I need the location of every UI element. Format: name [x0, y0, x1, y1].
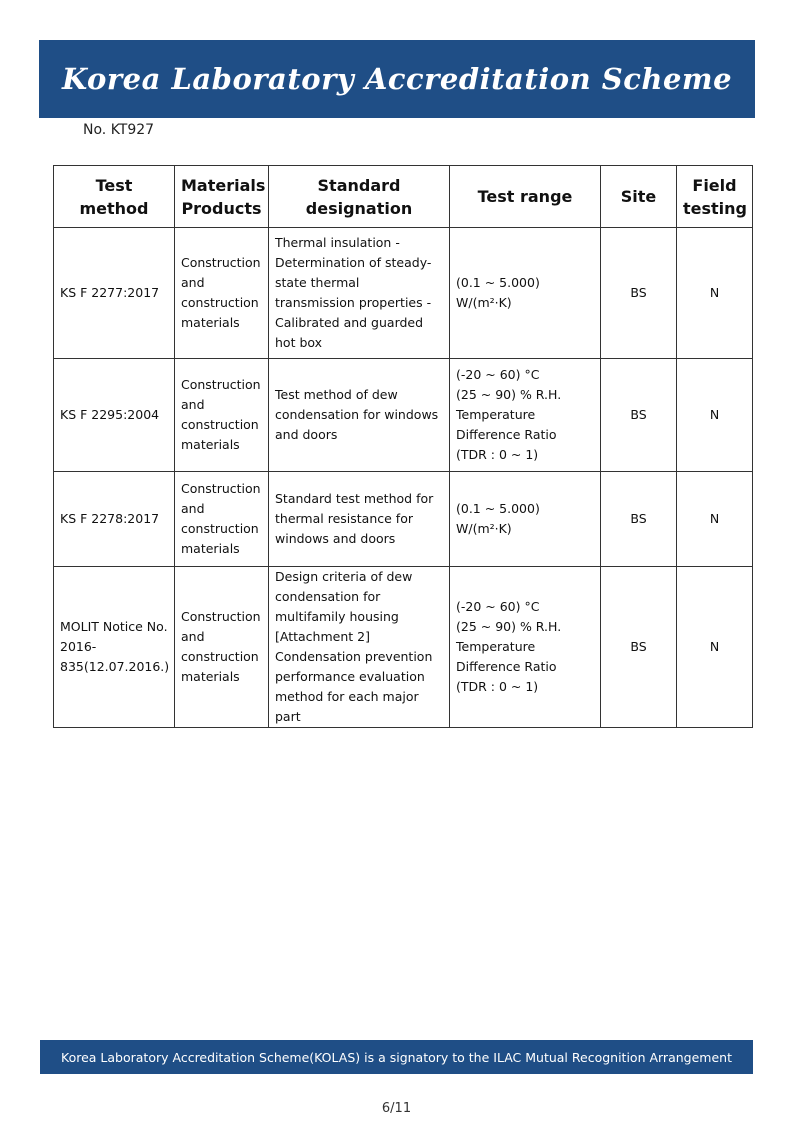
cell-method: KS F 2277:2017	[54, 228, 175, 359]
header-field-line2: testing	[683, 198, 747, 218]
range-line: (TDR : 0 ~ 1)	[456, 447, 539, 462]
footer-banner	[40, 1040, 753, 1074]
cell-range	[450, 567, 601, 728]
footer-text: Korea Laboratory Accreditation Scheme(KOLAS) is a signatory to the ILAC Mutual Recognition Arrangement	[61, 1049, 732, 1065]
header-field-line1: Field	[692, 175, 737, 195]
range-line: (0.1 ~ 5.000) W/(m²·K)	[456, 501, 540, 536]
cell-range	[450, 359, 601, 472]
cell-field: N	[677, 228, 753, 359]
header-field	[677, 166, 753, 228]
cell-site: BS	[601, 359, 677, 472]
cell-site: BS	[601, 228, 677, 359]
header-test-method: Test method	[54, 166, 175, 228]
range-line: Difference Ratio	[456, 659, 557, 674]
header-standard: Standard designation	[269, 166, 450, 228]
cell-field: N	[677, 472, 753, 567]
table-row	[54, 567, 753, 728]
cell-method: MOLIT Notice No. 2016-835(12.07.2016.)	[54, 567, 175, 728]
table-header-row	[54, 166, 753, 228]
range-line: (25 ~ 90) % R.H.	[456, 619, 562, 634]
cell-material: Construction and construction materials	[175, 228, 269, 359]
cell-site: BS	[601, 567, 677, 728]
header-title: Korea Laboratory Accreditation Scheme	[61, 62, 733, 96]
table-row	[54, 472, 753, 567]
header-materials	[175, 166, 269, 228]
document-number: No. KT927	[83, 122, 155, 138]
header-materials-line1: Materials	[181, 175, 266, 195]
cell-range	[450, 472, 601, 567]
cell-standard: Standard test method for thermal resistance for windows and doors	[269, 472, 450, 567]
range-line: Temperature	[456, 407, 536, 422]
range-line: (TDR : 0 ~ 1)	[456, 679, 539, 694]
header-range: Test range	[450, 166, 601, 228]
header-banner	[39, 40, 755, 118]
cell-standard: Thermal insulation - Determination of steady-state thermal transmission properties - Calibrated and guarded hot box	[269, 228, 450, 359]
header-materials-line2: Products	[181, 198, 262, 218]
range-line: (-20 ~ 60) °C	[456, 599, 540, 614]
accreditation-table	[53, 165, 753, 728]
range-line: (25 ~ 90) % R.H.	[456, 387, 562, 402]
page-number: 6/11	[381, 1101, 412, 1116]
cell-range	[450, 228, 601, 359]
table-row	[54, 228, 753, 359]
cell-material: Construction and construction materials	[175, 359, 269, 472]
table-row	[54, 359, 753, 472]
range-line: Temperature	[456, 639, 536, 654]
cell-method: KS F 2295:2004	[54, 359, 175, 472]
range-line: Difference Ratio	[456, 427, 557, 442]
cell-field: N	[677, 359, 753, 472]
cell-field: N	[677, 567, 753, 728]
cell-material: Construction and construction materials	[175, 567, 269, 728]
cell-site: BS	[601, 472, 677, 567]
cell-material: Construction and construction materials	[175, 472, 269, 567]
cell-standard: Design criteria of dew condensation for multifamily housing [Attachment 2] Condensation prevention performance evaluation method for each major part	[269, 567, 450, 728]
header-site: Site	[601, 166, 677, 228]
range-line: (0.1 ~ 5.000) W/(m²·K)	[456, 275, 540, 310]
cell-standard: Test method of dew condensation for windows and doors	[269, 359, 450, 472]
range-line: (-20 ~ 60) °C	[456, 367, 540, 382]
cell-method: KS F 2278:2017	[54, 472, 175, 567]
